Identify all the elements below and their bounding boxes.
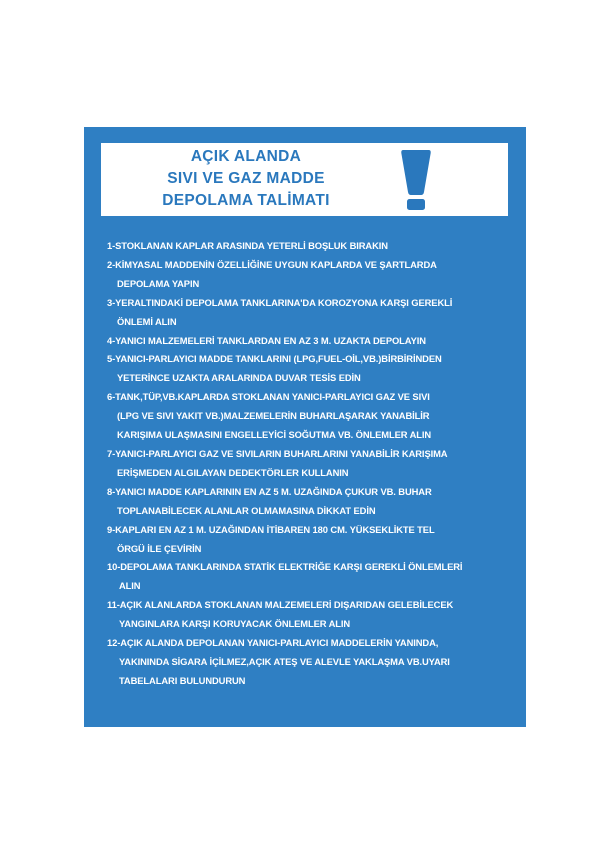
instruction-line: 7-YANICI-PARLAYICI GAZ VE SIVILARIN BUHARLARINI YANABİLİR KARIŞIMA [107, 447, 448, 459]
instruction-item [107, 237, 517, 256]
instruction-line: 11-AÇIK ALANLARDA STOKLANAN MALZEMELERİ DIŞARIDAN GELEBİLECEK [107, 599, 454, 611]
instruction-item [107, 294, 517, 332]
safety-sign [84, 127, 526, 727]
title-line: SIVI VE GAZ MADDE [167, 170, 325, 187]
instruction-line: 6-TANK,TÜP,VB.KAPLARDA STOKLANAN YANICI-PARLAYICI GAZ VE SIVI [107, 391, 430, 403]
exclamation-icon [391, 147, 441, 211]
instruction-line: ERİŞMEDEN ALGILAYAN DEDEKTÖRLER KULLANIN [117, 466, 349, 478]
instruction-line: YETERİNCE UZAKTA ARALARINDA DUVAR TESİS EDİN [117, 372, 361, 384]
instruction-line: ÖNLEMİ ALIN [117, 315, 177, 327]
instruction-line: 8-YANICI MADDE KAPLARININ EN AZ 5 M. UZAĞINDA ÇUKUR VB. BUHAR [107, 485, 432, 497]
instruction-item [107, 483, 517, 521]
instruction-item [107, 521, 517, 559]
instruction-line: 3-YERALTINDAKİ DEPOLAMA TANKLARINA'DA KOROZYONA KARŞI GEREKLİ [107, 296, 453, 308]
instruction-line: DEPOLAMA YAPIN [117, 277, 200, 289]
instruction-line: YAKININDA SİGARA İÇİLMEZ,AÇIK ATEŞ VE ALEVLE YAKLAŞMA VB.UYARI [119, 655, 450, 667]
instruction-line: ALIN [119, 580, 141, 592]
instruction-line: TABELALARI BULUNDURUN [119, 674, 246, 686]
instruction-line: 10-DEPOLAMA TANKLARINDA STATİK ELEKTRİĞE KARŞI GEREKLİ ÖNLEMLERİ [107, 561, 463, 573]
instruction-line: 4-YANICI MALZEMELERİ TANKLARDAN EN AZ 3 M. UZAKTA DEPOLAYIN [107, 334, 426, 346]
instruction-line: TOPLANABİLECEK ALANLAR OLMAMASINA DİKKAT EDİN [117, 504, 376, 516]
instruction-line: 5-YANICI-PARLAYICI MADDE TANKLARINI (LPG,FUEL-OİL,VB.)BİRBİRİNDEN [107, 353, 442, 365]
instruction-line: KARIŞIMA ULAŞMASINI ENGELLEYİCİ SOĞUTMA VB. ÖNLEMLER ALIN [117, 429, 432, 441]
instruction-item [107, 388, 517, 445]
sign-title [111, 146, 381, 212]
instruction-list [107, 237, 517, 691]
instruction-line: (LPG VE SIVI YAKIT VB.)MALZEMELERİN BUHARLAŞARAK YANABİLİR [117, 410, 430, 422]
instruction-line: 9-KAPLARI EN AZ 1 M. UZAĞINDAN İTİBAREN 180 CM. YÜKSEKLİKTE TEL [107, 523, 435, 535]
instruction-item [107, 445, 517, 483]
instruction-line: 2-KİMYASAL MADDENİN ÖZELLİĞİNE UYGUN KAPLARDA VE ŞARTLARDA [107, 258, 437, 270]
instruction-item [107, 596, 517, 634]
instruction-line: ÖRGÜ İLE ÇEVİRİN [117, 542, 202, 554]
instruction-line: YANGINLARA KARŞI KORUYACAK ÖNLEMLER ALIN [119, 618, 351, 630]
title-line: DEPOLAMA TALİMATI [162, 192, 330, 209]
sign-header [101, 143, 508, 216]
instruction-item [107, 332, 517, 351]
instruction-item [107, 256, 517, 294]
title-line: AÇIK ALANDA [190, 148, 302, 165]
instruction-item [107, 634, 517, 691]
instruction-item [107, 558, 517, 596]
instruction-item [107, 350, 517, 388]
instruction-line: 12-AÇIK ALANDA DEPOLANAN YANICI-PARLAYICI MADDELERİN YANINDA, [107, 637, 439, 649]
instruction-line: 1-STOKLANAN KAPLAR ARASINDA YETERLİ BOŞLUK BIRAKIN [107, 240, 388, 251]
